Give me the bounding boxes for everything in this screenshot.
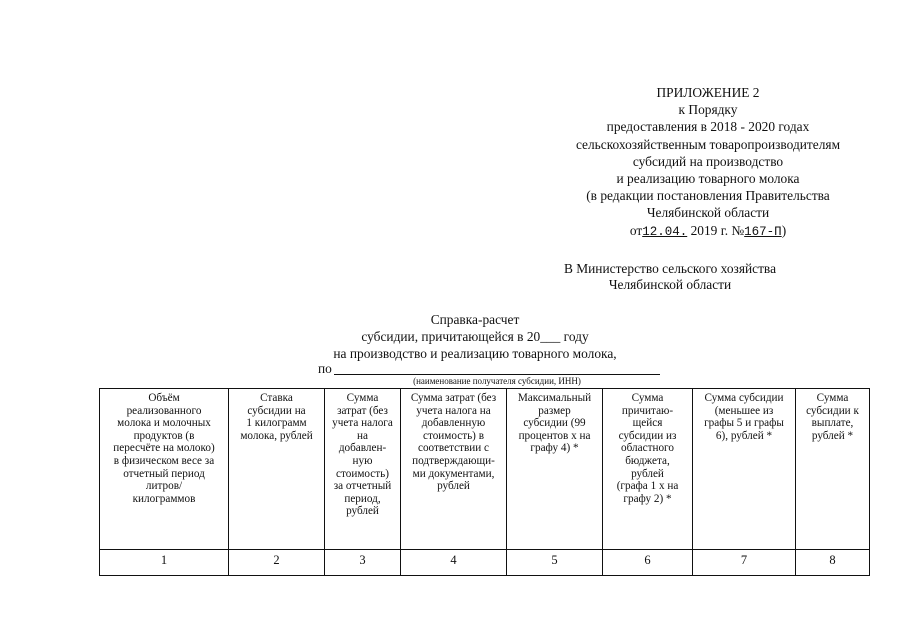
recipient-blank-line bbox=[334, 374, 660, 375]
column-number-cell: 5 bbox=[507, 550, 603, 576]
date-middle: 2019 г. № bbox=[690, 222, 745, 238]
document-title bbox=[300, 311, 650, 363]
column-number-cell: 2 bbox=[229, 550, 325, 576]
column-number-cell: 8 bbox=[796, 550, 870, 576]
table-header-cell: Сумма субсидии к выплате, рублей * bbox=[796, 389, 870, 550]
recipient-caption: (наименование получателя субсидии, ИНН) bbox=[413, 376, 581, 386]
appendix-line: и реализацию товарного молока bbox=[616, 171, 800, 187]
title-line: на производство и реализацию товарного молока, bbox=[333, 346, 617, 362]
column-number-cell: 7 bbox=[693, 550, 796, 576]
column-number-cell: 3 bbox=[325, 550, 401, 576]
table-header-cell: Сумма затрат (без учета налога на добавлен- ную стоимость) за отчетный период, рублей bbox=[325, 389, 401, 550]
column-number-cell: 4 bbox=[401, 550, 507, 576]
decree-number: 167-П bbox=[744, 224, 782, 239]
table-header-cell: Объём реализованного молока и молочных продуктов (в пересчёте на молоко) в физическом весе за отчетный период литров/ килограммов bbox=[100, 389, 229, 550]
addressee-line: В Министерство сельского хозяйства bbox=[563, 261, 777, 276]
table-header-cell: Сумма причитаю- щейся субсидии из областного бюджета, рублей (графа 1 х на графу 2) * bbox=[603, 389, 693, 550]
table-header-cell: Сумма затрат (без учета налога на добавленную стоимость) в соответствии с подтверждающи- ми документами, рублей bbox=[401, 389, 507, 550]
appendix-date-line bbox=[548, 222, 868, 241]
appendix-line: сельскохозяйственным товаропроизводителям bbox=[575, 136, 841, 152]
title-line: Справка-расчет bbox=[430, 312, 520, 327]
title-line: субсидии, причитающейся в 20___ году bbox=[361, 329, 589, 345]
table-header-cell: Ставка субсидии на 1 килограмм молока, рублей bbox=[229, 389, 325, 550]
column-number-cell: 1 bbox=[100, 550, 229, 576]
appendix-block bbox=[548, 84, 868, 241]
appendix-title: ПРИЛОЖЕНИЕ 2 bbox=[656, 85, 760, 100]
date-value: 12.04. bbox=[642, 224, 688, 239]
column-number-cell: 6 bbox=[603, 550, 693, 576]
appendix-line: (в редакции постановления Правительства bbox=[586, 188, 830, 204]
appendix-line: к Порядку bbox=[678, 102, 738, 118]
date-prefix: от bbox=[629, 222, 643, 238]
calculation-table bbox=[99, 388, 870, 576]
table-header-cell: Сумма субсидии (меньшее из графы 5 и графы 6), рублей * bbox=[693, 389, 796, 550]
table-header-row bbox=[100, 389, 870, 550]
appendix-line: предоставления в 2018 - 2020 годах bbox=[606, 119, 810, 135]
addressee-block bbox=[520, 261, 820, 292]
date-suffix: ) bbox=[781, 222, 787, 238]
table-column-numbers-row bbox=[100, 550, 870, 576]
addressee-line: Челябинской области bbox=[608, 276, 732, 292]
appendix-line: Челябинской области bbox=[646, 205, 770, 221]
recipient-prefix: по bbox=[318, 361, 332, 376]
appendix-line: субсидий на производство bbox=[632, 153, 784, 169]
table-header-cell: Максимальный размер субсидии (99 процентов х на графу 4) * bbox=[507, 389, 603, 550]
